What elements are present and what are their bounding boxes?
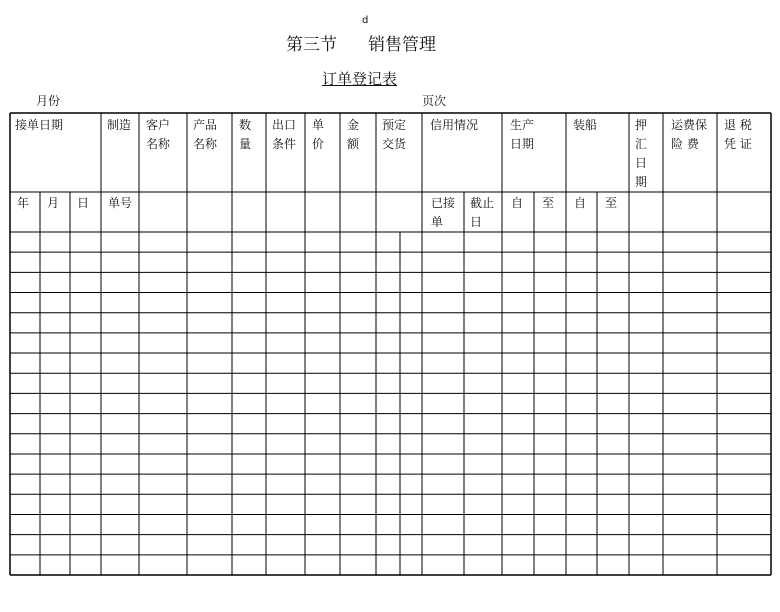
header-shipping: 装船 xyxy=(573,118,598,132)
page-title: 销售管理 xyxy=(368,35,436,55)
header-manufacturing: 制造 xyxy=(107,118,132,132)
section-number: 第三节 xyxy=(286,35,337,55)
header-order-number: 单号 xyxy=(108,196,133,210)
month-label: 月份 xyxy=(36,94,61,108)
header-day: 日 xyxy=(77,196,90,210)
header-customer-name: 客户 名称 xyxy=(146,118,171,151)
header-receive-date: 接单日期 xyxy=(15,118,64,132)
header-freight-insurance: 运费保 险 费 xyxy=(671,118,708,151)
header-production-from: 自 xyxy=(511,196,524,210)
header-month: 月 xyxy=(47,196,60,210)
superscript-mark: d xyxy=(362,15,369,26)
header-production-to: 至 xyxy=(542,196,555,210)
form-title: 订单登记表 xyxy=(322,70,398,88)
page-number-label: 页次 xyxy=(422,94,447,108)
header-deadline: 截止 日 xyxy=(470,196,495,229)
header-shipping-to: 至 xyxy=(605,196,618,210)
header-unit-price: 单 价 xyxy=(312,118,325,151)
header-planned-delivery: 预定 交货 xyxy=(382,118,407,151)
header-negotiation-date: 押 汇 日 期 xyxy=(635,118,648,189)
header-production-date: 生产 日期 xyxy=(510,118,535,151)
header-amount: 金 额 xyxy=(347,118,360,151)
header-tax-refund: 退 税 凭 证 xyxy=(724,118,752,151)
header-shipping-from: 自 xyxy=(574,196,587,210)
header-export-terms: 出口 条件 xyxy=(272,118,297,151)
header-quantity: 数 量 xyxy=(239,118,252,151)
header-received: 已接 单 xyxy=(431,196,456,229)
header-product-name: 产品 名称 xyxy=(193,118,218,151)
header-credit-status: 信用情况 xyxy=(430,118,479,132)
header-year: 年 xyxy=(17,196,30,210)
